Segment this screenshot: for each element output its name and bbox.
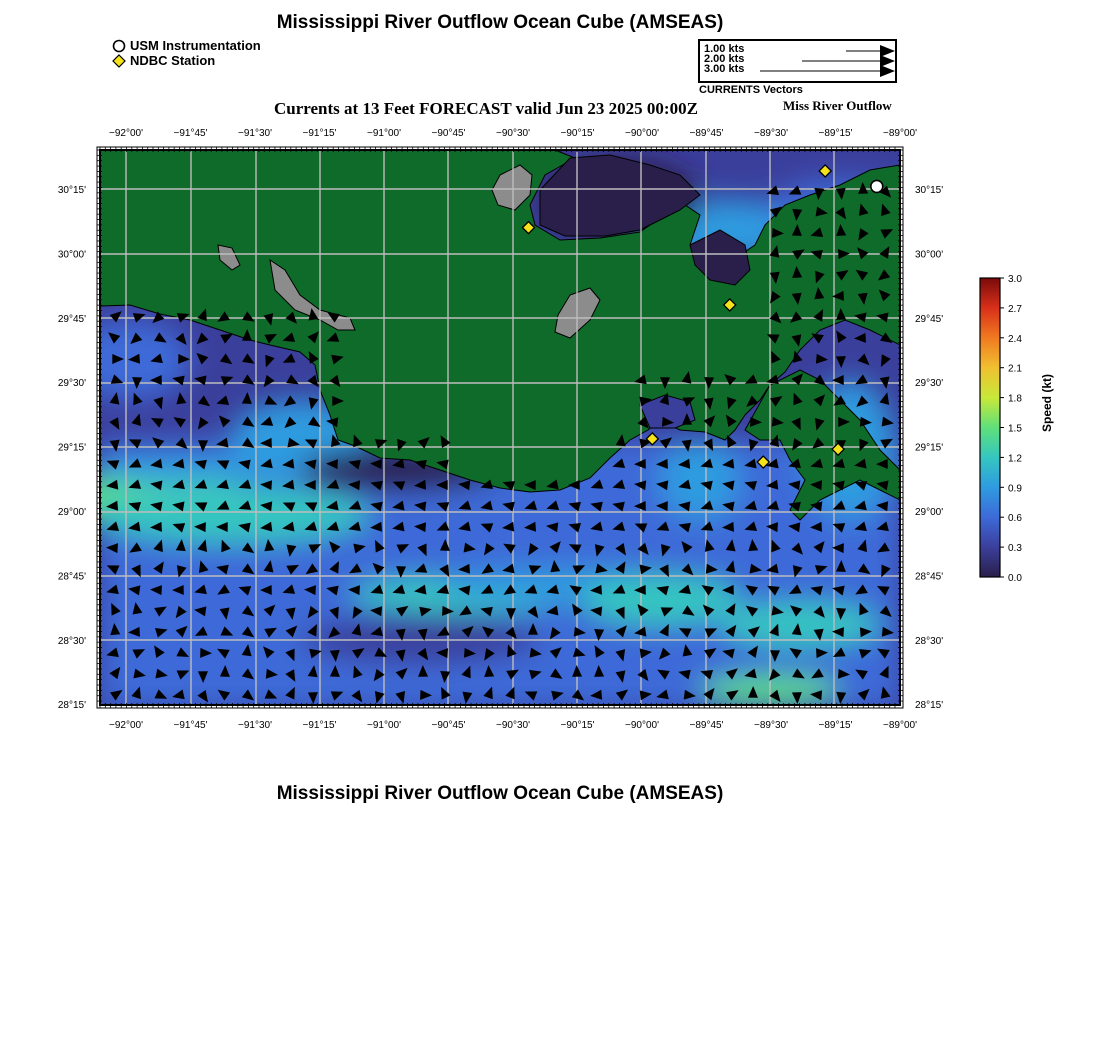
- vector-key-caption: CURRENTS Vectors: [699, 84, 803, 96]
- lat-tick-label-right: 29°15': [915, 442, 944, 454]
- lon-tick-label-top: −89°30': [754, 128, 788, 139]
- colorbar-tick-label: 0.6: [1008, 513, 1022, 525]
- colorbar-tick-label: 1.8: [1008, 393, 1022, 405]
- lat-tick-label-right: 30°00': [915, 249, 944, 261]
- lon-tick-label-bottom: −91°00': [367, 720, 401, 731]
- lon-tick-label-bottom: −90°15': [560, 720, 595, 731]
- lon-tick-label-bottom: −89°15': [818, 720, 853, 731]
- colorbar-tick-label: 0.3: [1008, 543, 1022, 555]
- lon-tick-label-top: −90°00': [625, 128, 659, 139]
- lon-tick-label-top: −91°15': [302, 128, 337, 139]
- lon-tick-label-top: −91°45': [173, 128, 208, 139]
- lon-tick-label-bottom: −91°15': [302, 720, 337, 731]
- lon-tick-label-top: −89°15': [818, 128, 853, 139]
- colorbar-tick-label: 3.0: [1008, 274, 1022, 285]
- colorbar-tick-label: 2.7: [1008, 303, 1022, 315]
- lat-tick-label-left: 29°00': [57, 507, 86, 518]
- lat-tick-label-left: 29°30': [57, 378, 86, 390]
- lon-tick-label-bottom: −91°30': [238, 720, 272, 731]
- vector-key-1kt: 1.00 kts: [704, 43, 745, 55]
- lat-tick-label-left: 28°15': [57, 700, 86, 712]
- lat-tick-label-left: 28°45': [57, 571, 86, 583]
- lat-labels-right: [915, 185, 943, 711]
- colorbar-gradient: [980, 278, 1000, 577]
- lon-labels-top: [109, 128, 917, 139]
- colorbar-label: Speed (kt): [1040, 373, 1054, 432]
- vector-key-3kt: 3.00 kts: [704, 63, 745, 75]
- lon-tick-label-top: −89°45': [689, 128, 724, 139]
- lat-tick-label-left: 29°45': [57, 313, 86, 325]
- lon-tick-label-bottom: −90°00': [625, 720, 659, 731]
- lon-tick-label-top: −91°30': [238, 128, 272, 139]
- colorbar-tick-label: 2.1: [1008, 363, 1022, 375]
- colorbar-tick-label: 0.9: [1008, 483, 1022, 495]
- lon-tick-label-bottom: −89°45': [689, 720, 724, 731]
- lat-tick-label-right: 28°45': [915, 571, 944, 583]
- vector-key-2kt: 2.00 kts: [704, 53, 745, 65]
- lat-tick-label-right: 28°30': [915, 635, 944, 647]
- colorbar-tick-label: 1.2: [1008, 453, 1022, 465]
- colorbar-tick-label: 1.5: [1008, 423, 1022, 435]
- lat-tick-label-right: 29°45': [915, 313, 944, 325]
- colorbar-tick-label: 2.4: [1008, 333, 1022, 345]
- colorbar-ticks: [1000, 274, 1022, 584]
- map-title: Mississippi River Outflow Ocean Cube (AMSEAS): [276, 12, 724, 33]
- lon-tick-label-bottom: −89°00': [883, 720, 917, 731]
- lon-tick-label-top: −92°00': [109, 128, 143, 139]
- lon-tick-label-bottom: −92°00': [109, 720, 143, 731]
- colorbar-tick-label: 0.0: [1008, 573, 1022, 584]
- lat-tick-label-right: 29°00': [915, 507, 944, 518]
- region-label: Miss River Outflow: [783, 98, 892, 113]
- footer-title: Mississippi River Outflow Ocean Cube (AMSEAS): [276, 783, 724, 804]
- lon-labels-bottom: [109, 720, 917, 731]
- lat-tick-label-left: 29°15': [57, 442, 86, 454]
- forecast-subtitle: Currents at 13 Feet FORECAST valid Jun 23 2025 00:00Z: [274, 99, 698, 118]
- lon-tick-label-top: −89°00': [883, 128, 917, 139]
- legend-ndbc-label: NDBC Station: [130, 53, 216, 68]
- lon-tick-label-top: −91°00': [367, 128, 401, 139]
- usm-station-marker[interactable]: [871, 180, 883, 192]
- lon-tick-label-top: −90°30': [496, 128, 530, 139]
- lat-labels-left: [58, 185, 86, 711]
- lat-tick-label-right: 29°30': [915, 378, 944, 390]
- lat-tick-label-left: 28°30': [57, 635, 86, 647]
- speed-colorbar: [970, 270, 1080, 590]
- lon-tick-label-top: −90°45': [431, 128, 466, 139]
- legend-usm-label: USM Instrumentation: [130, 38, 261, 53]
- lat-tick-label-left: 30°00': [57, 249, 86, 261]
- lat-tick-label-right: 28°15': [915, 700, 944, 712]
- lon-tick-label-bottom: −89°30': [754, 720, 788, 731]
- lon-tick-label-bottom: −91°45': [173, 720, 208, 731]
- lon-tick-label-top: −90°15': [560, 128, 595, 139]
- lat-tick-label-left: 30°15': [57, 185, 86, 196]
- lon-tick-label-bottom: −90°30': [496, 720, 530, 731]
- lat-tick-label-right: 30°15': [915, 185, 944, 196]
- lon-tick-label-bottom: −90°45': [431, 720, 466, 731]
